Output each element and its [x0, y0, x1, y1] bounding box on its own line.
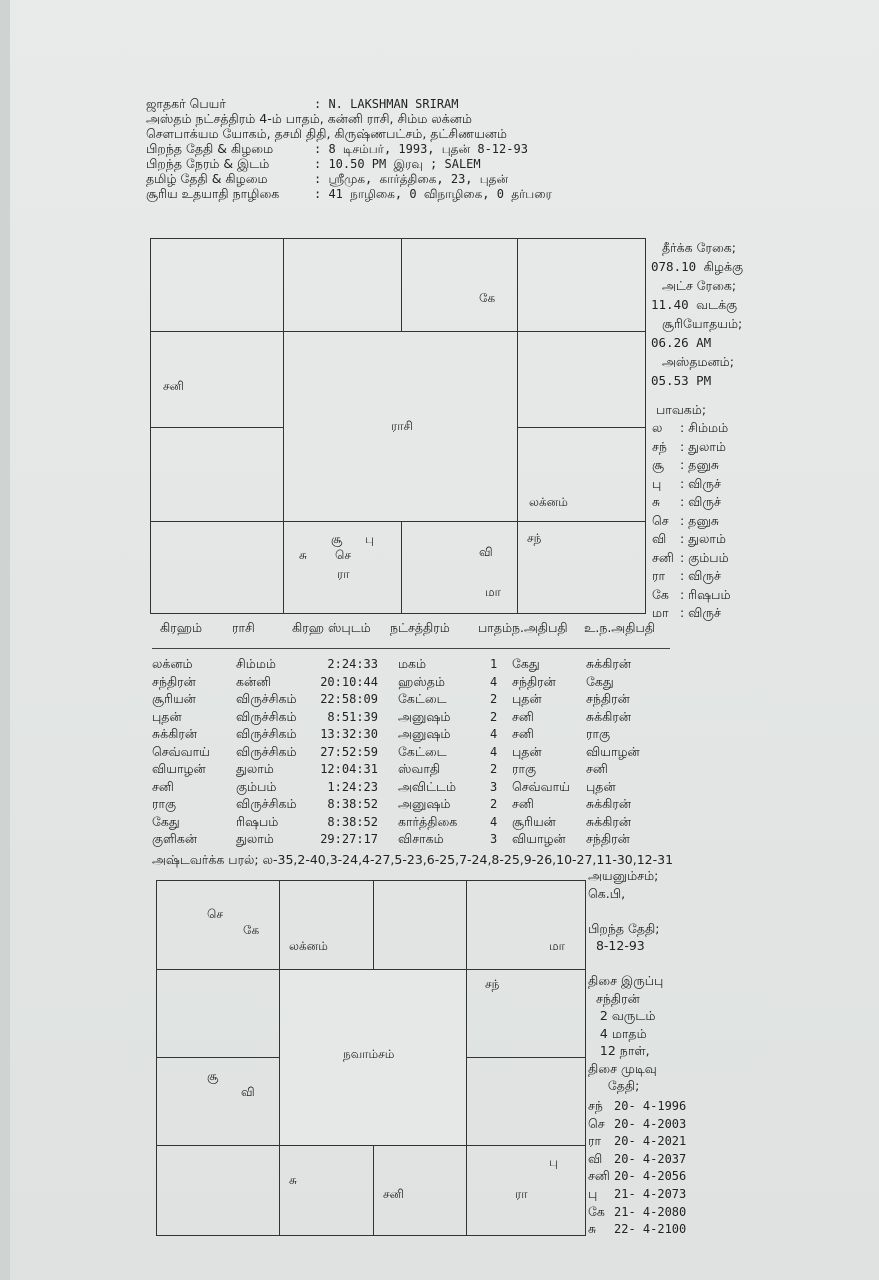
header-label: ஜாதகர் பெயர் — [146, 96, 226, 111]
bhavagam-sign: : தனுசு — [680, 512, 719, 528]
cell-un-lord: புதன் — [586, 778, 616, 794]
cell-patham: 1 — [490, 657, 498, 671]
dasa-info-line: 12 நாள், — [588, 1043, 650, 1058]
bhavagam-sign: : சிம்மம் — [680, 420, 729, 435]
cell-nakshatra: விசாகம் — [398, 831, 444, 846]
cell-nakshatra: கார்த்திகை — [398, 813, 458, 829]
bhavagam-planet: ல — [652, 420, 663, 435]
nav-cell-pu: பு — [549, 1155, 558, 1169]
cell-patham: 2 — [490, 692, 498, 706]
bhavagam-sign: : விருச் — [680, 568, 721, 583]
cell-sputam: 27:52:59 — [320, 744, 378, 759]
bhavagam-sign: : விருச் — [680, 605, 721, 620]
cell-rasi: விருச்சிகம் — [236, 796, 297, 811]
location-line: தீர்க்க ரேகை; — [662, 240, 737, 255]
nav-cell-se: செ — [207, 907, 223, 921]
dasa-date: 20- 4-1996 — [614, 1099, 687, 1113]
cell-un-lord: சுக்கிரன் — [586, 708, 631, 724]
dasa-planet: பு — [588, 1186, 598, 1201]
location-line: 11.40 வடக்கு — [651, 297, 738, 312]
cell-planet: சனி — [152, 778, 174, 794]
rasi-cell-chan: சந் — [527, 531, 542, 545]
cell-n-lord: செவ்வாய் — [512, 778, 570, 794]
cell-un-lord: சுக்கிரன் — [586, 813, 631, 829]
rasi-center-label: ராசி — [391, 419, 413, 433]
rasi-cell-se: செ — [335, 548, 351, 562]
cell-sputam: 13:32:30 — [320, 727, 378, 741]
rasi-cell-vi: வி — [479, 545, 493, 559]
dasa-info-line: சந்திரன் — [588, 990, 640, 1006]
cell-sputam: 20:10:44 — [320, 674, 378, 689]
location-line: 078.10 கிழக்கு — [651, 259, 744, 274]
cell-patham: 3 — [490, 779, 498, 794]
dasa-info-line: கெ.பி, — [588, 885, 626, 901]
cell-nakshatra: அனுஷம் — [398, 708, 451, 724]
table-divider — [152, 648, 670, 649]
bhavagam-planet: சு — [652, 494, 661, 509]
rasi-cell-lagnam: லக்னம் — [529, 495, 568, 509]
bhavagam-planet: மா — [652, 605, 669, 620]
th-nakshatra: நட்சத்திரம் — [390, 620, 450, 635]
bhavagam-sign: : துலாம் — [680, 531, 726, 546]
bhavagam-planet: கே — [652, 586, 669, 602]
rasi-cell-su1: சூ — [331, 532, 343, 546]
cell-sputam: 1:24:23 — [327, 779, 378, 794]
header-label: தமிழ் தேதி & கிழமை — [146, 171, 268, 186]
header-value: : 8 டிசம்பர், 1993, புதன் 8-12-93 — [314, 142, 528, 156]
dasa-info-line: 2 வருடம் — [588, 1008, 656, 1023]
dasa-planet: கே — [588, 1203, 605, 1219]
cell-un-lord: சந்திரன் — [586, 831, 630, 846]
cell-rasi: துலாம் — [236, 831, 274, 846]
cell-sputam: 2:24:33 — [327, 657, 378, 671]
rasi-cell-pu: பு — [365, 532, 374, 546]
cell-rasi: விருச்சிகம் — [236, 708, 297, 724]
location-line: அட்ச ரேகை; — [662, 278, 737, 293]
cell-planet: குளிகன் — [152, 831, 197, 846]
location-line: 05.53 PM — [651, 373, 712, 388]
dasa-info-line: பிறந்த தேதி; — [588, 920, 660, 936]
cell-planet: லக்னம் — [152, 656, 193, 671]
cell-sputam: 22:58:09 — [320, 692, 378, 706]
dasa-planet: ரா — [588, 1133, 601, 1149]
cell-patham: 4 — [490, 674, 498, 689]
dasa-planet: செ — [588, 1115, 605, 1131]
cell-sputam: 29:27:17 — [320, 832, 378, 846]
bhavagam-sign: : துலாம் — [680, 438, 726, 454]
cell-n-lord: சந்திரன் — [512, 673, 556, 689]
nav-cell-lagnam: லக்னம் — [289, 939, 328, 953]
dasa-planet: வி — [588, 1150, 603, 1166]
th-un-lord: உ.ந.அதிபதி — [584, 620, 655, 635]
dasa-date: 22- 4-2100 — [614, 1222, 687, 1237]
cell-rasi: கன்னி — [236, 673, 272, 689]
header-label: அஸ்தம் நட்சத்திரம் 4-ம் பாதம், கன்னி ராசி, சிம்ம லக்னம் — [146, 111, 472, 126]
cell-sputam: 8:38:52 — [327, 797, 378, 811]
header-value: : N. LAKSHMAN SRIRAM — [314, 97, 459, 111]
nav-cell-su1: சூ — [207, 1069, 219, 1083]
dasa-planet: சு — [588, 1221, 597, 1237]
location-line: 06.26 AM — [651, 335, 712, 350]
bhavagam-sign: : விருச் — [680, 475, 721, 491]
cell-n-lord: வியாழன் — [512, 831, 566, 846]
bhavagam-sign: : கும்பம் — [680, 549, 729, 565]
nav-cell-sani: சனி — [383, 1187, 404, 1201]
rasi-cell-ma: மா — [485, 585, 501, 599]
cell-n-lord: சூரியன் — [512, 813, 556, 829]
cell-planet: கேது — [152, 813, 180, 829]
bhavagam-planet: வி — [652, 531, 667, 546]
bhavagam-planet: சூ — [652, 457, 664, 472]
bhavagam-planet: ரா — [652, 568, 665, 583]
cell-un-lord: சுக்கிரன் — [586, 796, 631, 811]
rasi-chart — [150, 238, 646, 614]
dasa-info-line: அயனும்சம்; — [588, 868, 659, 883]
th-n-lord: ந.அதிபதி — [512, 620, 568, 635]
header-value: : 10.50 PM இரவு ; SALEM — [314, 157, 481, 171]
cell-rasi: கும்பம் — [236, 778, 277, 794]
dasa-date: 20- 4-2037 — [614, 1151, 687, 1166]
nav-cell-vi: வி — [241, 1085, 255, 1099]
cell-rasi: விருச்சிகம் — [236, 743, 297, 759]
nav-cell-chan: சந் — [485, 977, 500, 991]
cell-n-lord: சனி — [512, 726, 534, 741]
cell-patham: 2 — [490, 709, 498, 724]
cell-patham: 2 — [490, 762, 498, 776]
nav-cell-ra: ரா — [515, 1187, 528, 1201]
cell-un-lord: சுக்கிரன் — [586, 656, 631, 671]
rasi-cell-ra: ரா — [337, 567, 350, 581]
dasa-info-line: திசை இருப்பு — [588, 973, 664, 988]
dasa-info-line: தேதி; — [588, 1078, 640, 1093]
cell-un-lord: கேது — [586, 673, 614, 689]
rasi-cell-su2: சு — [299, 548, 307, 562]
cell-planet: சூரியன் — [152, 691, 196, 706]
rasi-cell-sani: சனி — [163, 379, 184, 393]
dasa-info-line: 4 மாதம் — [588, 1025, 647, 1041]
cell-un-lord: சந்திரன் — [586, 691, 630, 706]
header-value: : 41 நாழிகை, 0 விநாழிகை, 0 தர்பரை — [314, 187, 552, 201]
cell-nakshatra: ஹஸ்தம் — [398, 673, 445, 689]
ashtavarga-line: அஷ்டவர்க்க பரல்; ல-35,2-40,3-24,4-27,5-23,6-25,7-24,8-25,9-26,10-27,11-30,12-31 — [152, 852, 674, 867]
th-sputam: கிரஹ ஸ்புடம் — [292, 620, 371, 635]
bhavagam-sign: : ரிஷபம் — [680, 586, 731, 602]
bhavagam-planet: சந் — [652, 438, 667, 454]
header-label: சூரிய உதயாதி நாழிகை — [146, 186, 280, 201]
cell-n-lord: சனி — [512, 796, 534, 811]
cell-n-lord: கேது — [512, 656, 540, 671]
th-planet: கிரஹம் — [160, 620, 203, 635]
cell-planet: சுக்கிரன் — [152, 726, 197, 741]
nav-cell-ma: மா — [549, 939, 565, 953]
cell-nakshatra: அவிட்டம் — [398, 778, 457, 794]
cell-rasi: சிம்மம் — [236, 656, 276, 671]
navamsa-center-label: நவாம்சம் — [343, 1047, 395, 1061]
cell-rasi: ரிஷபம் — [236, 813, 279, 829]
cell-rasi: விருச்சிகம் — [236, 691, 297, 706]
th-patham: பாதம் — [478, 620, 513, 635]
cell-nakshatra: மகம் — [398, 656, 427, 671]
cell-un-lord: வியாழன் — [586, 743, 640, 759]
cell-patham: 4 — [490, 727, 498, 741]
cell-n-lord: புதன் — [512, 691, 542, 706]
dasa-date: 21- 4-2080 — [614, 1204, 687, 1219]
cell-patham: 2 — [490, 797, 498, 811]
navamsa-chart — [156, 880, 586, 1236]
dasa-date: 20- 4-2056 — [614, 1169, 687, 1184]
cell-planet: புதன் — [152, 708, 182, 724]
bhavagam-title: பாவகம்; — [656, 402, 707, 417]
bhavagam-planet: சனி — [652, 549, 674, 565]
cell-rasi: துலாம் — [236, 761, 274, 776]
cell-sputam: 12:04:31 — [320, 762, 378, 776]
bhavagam-planet: பு — [652, 475, 662, 491]
cell-n-lord: சனி — [512, 708, 534, 724]
dasa-planet: சனி — [588, 1168, 610, 1184]
cell-nakshatra: அனுஷம் — [398, 726, 451, 741]
location-line: அஸ்தமனம்; — [662, 354, 734, 369]
bhavagam-sign: : தனுசு — [680, 457, 719, 472]
dasa-info-line: 8-12-93 — [588, 938, 645, 953]
dasa-date: 20- 4-2003 — [614, 1116, 687, 1131]
cell-n-lord: புதன் — [512, 743, 542, 759]
cell-patham: 4 — [490, 814, 498, 829]
dasa-date: 20- 4-2021 — [614, 1134, 687, 1149]
cell-sputam: 8:51:39 — [327, 709, 378, 724]
cell-nakshatra: அனுஷம் — [398, 796, 451, 811]
bhavagam-sign: : விருச் — [680, 494, 721, 509]
nav-cell-su2: சு — [289, 1173, 297, 1187]
dasa-info-line: திசை முடிவு — [588, 1060, 657, 1076]
nav-cell-ke: கே — [243, 923, 260, 937]
location-line: சூரியோதயம்; — [662, 316, 743, 331]
cell-nakshatra: கேட்டை — [398, 743, 447, 759]
header-label: பிறந்த நேரம் & இடம் — [146, 156, 270, 171]
rasi-cell-ketu: கே — [479, 291, 496, 305]
cell-nakshatra: கேட்டை — [398, 691, 447, 706]
cell-planet: சந்திரன் — [152, 673, 196, 689]
cell-patham: 4 — [490, 744, 498, 759]
header-value: : ஸ்ரீமுக, கார்த்திகை, 23, புதன் — [314, 172, 509, 186]
header-label: சௌபாக்யம யோகம், தசமி திதி, கிருஷ்ணபட்சம், தட்சிணயனம் — [146, 126, 507, 141]
cell-planet: செவ்வாய் — [152, 743, 210, 759]
cell-n-lord: ராகு — [512, 761, 537, 776]
cell-patham: 3 — [490, 832, 498, 846]
th-rasi: ராசி — [232, 620, 255, 635]
cell-un-lord: ராகு — [586, 726, 611, 741]
dasa-planet: சந் — [588, 1098, 603, 1113]
cell-planet: வியாழன் — [152, 761, 206, 776]
bhavagam-planet: செ — [652, 512, 669, 528]
cell-nakshatra: ஸ்வாதி — [398, 761, 441, 776]
header-label: பிறந்த தேதி & கிழமை — [146, 141, 274, 156]
cell-rasi: விருச்சிகம் — [236, 726, 297, 741]
cell-un-lord: சனி — [586, 761, 608, 776]
cell-sputam: 8:38:52 — [327, 814, 378, 829]
cell-planet: ராகு — [152, 796, 177, 811]
dasa-date: 21- 4-2073 — [614, 1187, 687, 1201]
